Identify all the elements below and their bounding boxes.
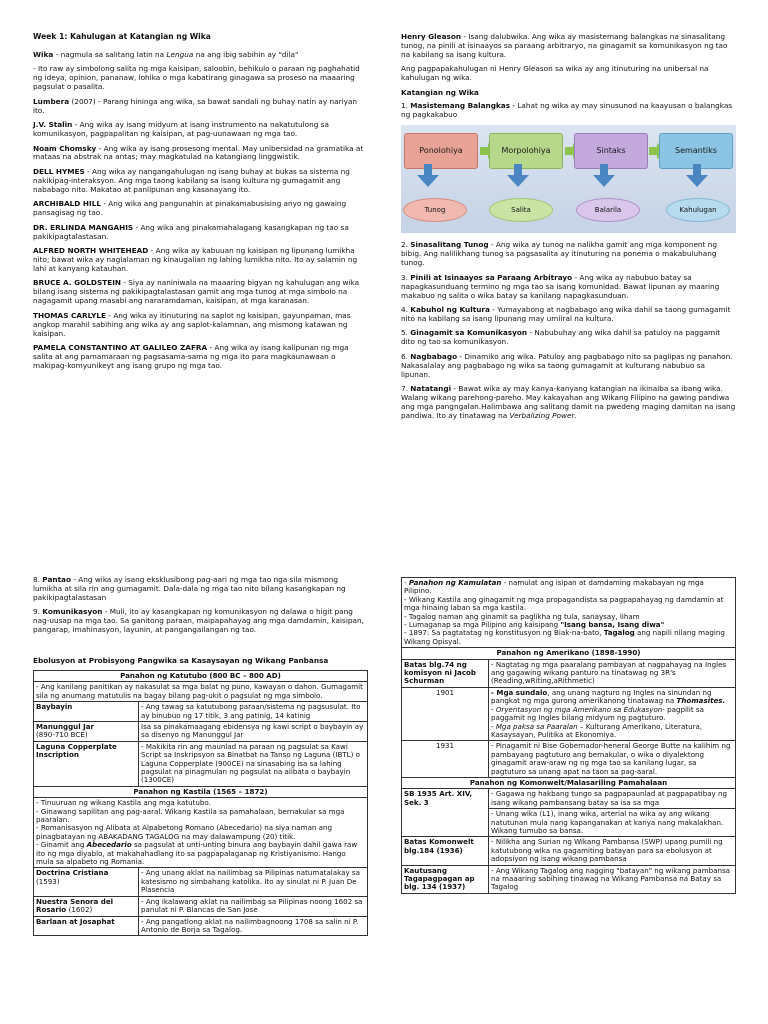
- row-label: [34, 896, 139, 916]
- row-text: - Ang Wikang Tagalog ang nagging "batayan" ng wikang pambansa na maaaring sabihing tinawag na Wikang Pambansa na Batay sa Tagalog: [489, 865, 736, 893]
- term-thomasites: Thomasites.: [676, 696, 726, 706]
- label-date: (890-710 BCE): [36, 730, 88, 740]
- arrow-down-icon: [417, 175, 439, 187]
- gleason-entry: [401, 33, 736, 60]
- text: .: [574, 410, 577, 420]
- column-bottom-left: [33, 576, 368, 936]
- table-row: [402, 865, 736, 893]
- text: , ang unang nagturo ng Ingles na sinundan ng pangkat ng mga gurong amerikanong tinatawag na: [491, 687, 712, 706]
- item-text: - Ang wika ay nabubuo batay sa napagkasunduang termino ng mga tao sa isang komunidad. Bawat lipunan ay maaring makabuo ng salita o wika batay sa kanilang napagkasunduan.: [401, 272, 720, 300]
- katangian-4: [401, 306, 736, 324]
- entry-name: BRUCE A. GOLDSTEIN: [33, 278, 122, 288]
- week-heading: Week 1: Kahulugan at Katangian ng Wika: [33, 32, 211, 41]
- label-text: Laguna Copperplate Inscription: [36, 741, 117, 760]
- katangian-8: [33, 576, 368, 603]
- entry-whitehead: [33, 247, 365, 274]
- table-title: Ebolusyon at Probisyong Pangwika sa Kasaysayan ng Wikang Panbansa: [33, 656, 329, 666]
- row-year: 1931: [402, 741, 489, 778]
- item-text: - Bawat wika ay may kanya-kanyang katangian na ikinaiba sa ibang wika. Walang wikang parehong-pareho. May kakayahan ang Wikang Filipino na gawing pandiwa ang mga pangngalan.Halimbawa ang salitang damit na pwedeng maging damitan na isang pandiwa. Ito ay tinatawag na: [401, 384, 736, 420]
- label-date: (1602): [68, 905, 93, 915]
- entry-text: - Ang wika ay kabuuan ng kaisipan ng lipunang lumikha nito; bawat wika ay naglalaman ng kinaugalian ng lahing lumikha nito. Ito ay salamin ng lahi at kanyang katauhan.: [33, 246, 358, 273]
- column-bottom-right: [401, 577, 736, 894]
- intro-line: - Romanisasyon ng Alibata at Alpabetong Romano (Abecedario) na siya naman ang pinagbatayan ng ABAKADANG TAGALOG na may dalawampung (20) titik.: [36, 823, 333, 841]
- table-row: [34, 721, 368, 741]
- row-label: [34, 868, 139, 896]
- row-text: - Pinagamit ni Bise Gobernador-heneral George Butte na kalihim ng pambayang pagtuturo ang bernakular, o wika o diyalektong ginagamit araw-araw ng ng mga tao sa kanilang lugar, sa pagtuturo sa unang apat na taon sa pag-aaral.: [489, 741, 736, 778]
- katangian-7: [401, 385, 736, 421]
- item-name: Kabuhol ng Kultura: [410, 305, 490, 315]
- item-name: Pinili at Isinaayos sa Paraang Arbitrayo: [410, 272, 573, 282]
- timeline-table-left: [33, 670, 368, 936]
- intro-line: - Tinuuruan ng wikang Kastila ang mga katutubo.: [36, 798, 211, 808]
- table-row: [34, 896, 368, 916]
- text: - Ginamit ang: [36, 840, 87, 850]
- row-text: - Makikita rin ang maunlad na paraan ng pagsulat sa Kawi Script sa Inskripsyon sa Binatbat na Tanso ng Laguna (IBTL) o Laguna Copperplate (900CE) na sinasabing isa sa lahing pagsulat na pinagmulan ng pagsulat na alibata o baybayin (1300CE): [139, 741, 368, 786]
- item-text: - Muli, ito ay kasangkapan ng komunikasyon ng dalawa o higit pang nag-uusap na mga tao. Sa ganitong paraan, maipapahayag ang mga damdamin, kaisipan, pangarap, imahinasyon, layunin, at pangangailangan ng tao.: [33, 607, 364, 635]
- box-morpolohiya: Morpolohiya: [489, 133, 563, 169]
- text-line: [491, 689, 733, 706]
- header-amerikano: [402, 648, 736, 659]
- katangian-6: [401, 353, 736, 380]
- item-text: - Lahat ng wika ay may sinusunod na kaayusan o balangkas ng pagkakabuo: [401, 100, 733, 119]
- gleason-summary: Ang pagpapakahulugan ni Henry Gleason sa wika ay ang itinuturing na unibersal na kahulugan ng wika.: [401, 64, 709, 83]
- text: na ang ibig sabihin ay "dila": [193, 49, 299, 59]
- term: - Oryentasyon ng mga Amerikano sa Edukasyon: [491, 704, 663, 714]
- entry-text: - Ang wika ay isang midyum at isang instrumento na nakatutulong sa komunikasyon, pagpapalitan ng kaisipan, at pag-uunawaan ng mga tao.: [33, 120, 329, 139]
- entry-lumbera: [33, 98, 365, 116]
- kamulatan-line: [404, 629, 733, 646]
- header-komonwelt: [402, 777, 736, 788]
- intro-line: [36, 841, 365, 866]
- entry-name: PAMELA CONSTANTINO AT GALILEO ZAFRA: [33, 343, 208, 352]
- table-row: [402, 741, 736, 778]
- item-number: 5.: [401, 328, 411, 338]
- item-name: Masistemang Balangkas: [410, 100, 511, 110]
- kamulatan-block: [402, 578, 736, 648]
- term-sundalo: - Mga sundalo: [491, 687, 548, 697]
- row-text: - Ang pangatlong aklat na nailimbagnoong 1708 sa salin ni P. Antonio de Borja sa Tagalog.: [139, 916, 368, 936]
- table-row: [34, 916, 368, 936]
- kastila-intro: [34, 798, 368, 868]
- column-top-right: [401, 33, 736, 426]
- text: - Lumaganap sa mga Pilipino ang kaisipang: [404, 620, 561, 630]
- row-text: - Gagawa ng hakbang tungo sa pagpapaunlad at pagpapatibay ng isang wikang pambansang batay sa isa sa mga: [489, 789, 736, 809]
- row-label: [34, 721, 139, 741]
- section-title: Katangian ng Wika: [401, 87, 479, 97]
- item-number: 8.: [33, 575, 43, 584]
- label-text: Nuestra Senora del Rosario: [36, 896, 114, 915]
- table-row: [402, 659, 736, 687]
- table-row: [34, 798, 368, 868]
- row-label: [34, 702, 139, 722]
- item-name: Ginagamit sa Komunikasyon: [410, 328, 528, 338]
- katutubo-intro: - Ang kanilang panitikan ay nakasulat sa mga balat ng puno, kawayan o dahon. Gumagamit sila ng anumang matutulis na bagay bilang pag-ukit o pagsulat ng mga simbolo.: [34, 682, 368, 702]
- header-text: Panahon ng Komonwelt/Malasariling Pamahalaan: [469, 777, 668, 787]
- row-label: Batas blg.74 ng komisyon ni Jacob Schurman: [402, 659, 489, 687]
- entry-carlyle: [33, 312, 365, 339]
- table-row: [34, 741, 368, 786]
- katangian-title: [401, 89, 736, 98]
- box-semantiks: Semantiks: [659, 133, 733, 169]
- header-katutubo: [34, 670, 368, 681]
- entry-stalin: [33, 121, 365, 139]
- item-text: - Yumayabong at nagbabago ang wika dahil sa taong gumagamit nito na kabilang sa isang lipunang may umiiral na kultura.: [401, 305, 731, 323]
- entry-name: Noam Chomsky: [33, 143, 97, 153]
- header-text: Panahon ng Kastila (1565 – 1872): [133, 786, 268, 796]
- row-text: Isa sa pinakamaagang ebidensya ng kawi script o baybayin ay sa disenyo ng Manunggul Jar: [139, 721, 368, 741]
- entry-goldstein: [33, 279, 365, 306]
- header-text: Panahon ng Katutubo (800 BC – 800 AD): [120, 670, 281, 680]
- row-label: SB 1935 Art. XIV, Sek. 3: [402, 789, 489, 837]
- term-wika: Wika: [33, 49, 54, 59]
- label-text: Baybayin: [36, 702, 73, 712]
- entry-name: Henry Gleason: [401, 32, 462, 41]
- oval-salita: Salita: [489, 198, 553, 222]
- text: ang napili nilang maging Wikang Opisyal.: [404, 628, 725, 646]
- text-line: [491, 706, 733, 723]
- entry-hill: [33, 200, 365, 218]
- item-number: 4.: [401, 305, 411, 315]
- arrow-down-icon: [686, 175, 708, 187]
- kamulatan-line: - Wikang Kastila ang ginagamit ng mga propagandista sa pagpapahayag ng damdamin at mga hinaing laban sa mga kastila.: [404, 594, 724, 613]
- text: - nagmula sa salitang latin na: [53, 49, 167, 59]
- box-ponolohiya: Ponolohiya: [404, 133, 478, 169]
- oval-kahulugan: Kahulugan: [666, 198, 730, 222]
- intro-line: - Ginawang sapilitan ang pag-aaral. Wikang Kastila sa pamahalaan, bernakular sa mga paaralan.: [36, 806, 345, 825]
- entry-text: (2007) - Parang hininga ang wika, sa bawat sandali ng buhay natin ay nariyan ito.: [33, 96, 358, 115]
- entry-name: THOMAS CARLYLE: [33, 310, 107, 320]
- term-lengua: Lengua: [166, 49, 194, 59]
- wika-description: - Ito raw ay simbolong salita ng mga kaisipan, saloobin, behikulo o paraan ng paghahatid ng ideya, opinion, pananaw, lohika o mga kabatirang ginagawa sa proseso na maaaring pagsulat o pasalita.: [33, 64, 360, 92]
- box-sintaks: Sintaks: [574, 133, 648, 169]
- table-row: [34, 682, 368, 702]
- header-kastila: [34, 786, 368, 797]
- term: - Mga paksa sa Paaralan: [491, 721, 578, 731]
- katangian-9: [33, 608, 368, 635]
- item-number: 1.: [401, 100, 411, 110]
- table-row: [402, 837, 736, 865]
- entry-text: - Ang wika ay itinuturing na saplot ng kaisipan, gayunpaman, mas angkop marahil sabihing ang wika ay ang saplot-kalamnan, ang mismong katawan ng kaisipan.: [33, 310, 351, 338]
- entry-name: DR. ERLINDA MANGAHIS: [33, 222, 134, 232]
- row-text: [489, 687, 736, 740]
- katangian-2: [401, 241, 736, 268]
- item-name: Natatangi: [410, 384, 452, 394]
- table-row: [34, 702, 368, 722]
- entry-mangahis: [33, 224, 365, 242]
- katangian-3: [401, 274, 736, 301]
- item-number: 3.: [401, 272, 411, 282]
- row-text: - Ang ikalawang aklat na nailimbag sa Pilipinas noong 1602 sa panulat ni P. Blancas de San Jose: [139, 896, 368, 916]
- kamulatan-line: - Panahon ng Kamulatan - namulat ang isipan at damdaming makabayan ng mga Pilipino.: [404, 578, 704, 596]
- oval-balarila: Balarila: [576, 198, 640, 222]
- item-name: Nagbabago: [410, 351, 458, 361]
- timeline-table-right: [401, 577, 736, 894]
- katangian-5: [401, 329, 736, 347]
- entry-name: ARCHIBALD HILL: [33, 199, 102, 209]
- row-text: - Nilikha ang Surian ng Wikang Pambansa (SWP) upang pumili ng katutubong wika na gagamiting batayan para sa ebolusyon at adopsiyon ng isang wikang pambansa: [489, 837, 736, 865]
- table-row: [402, 578, 736, 648]
- text: – Kulturang Amerikano, Literatura, Kasaysayan, Pulitika at Ekonomiya.: [491, 721, 703, 739]
- term-tagalog: Tagalog: [603, 628, 635, 638]
- item-number: 7.: [401, 384, 411, 394]
- text: - 1897: Sa pagtatatag ng konstitusyon ng Biak-na-bato,: [404, 628, 604, 638]
- row-text: - Nagtatag ng mga paaralang pambayan at nagpahayag na Ingles ang gagawing wikang panturo na tinatawag ng 3R's (Reading,wRiting,aRithmetic): [489, 659, 736, 687]
- entry-text: - Isang dalubwika. Ang wika ay masistemang balangkas na sinasalitang tunog, na pinili at isinaayos sa paraang arbitraryo, na ginagamit sa komunikasyon ng tao na kabilang sa isang kultura.: [401, 32, 728, 59]
- row-label: [34, 916, 139, 936]
- katangian-1: [401, 102, 736, 120]
- label-text: Barlaan at Josaphat: [36, 916, 115, 926]
- entry-text: - Ang wika ay isang kalipunan ng mga salita at ang pamamaraan ng pagsasama-sama ng mga ito para magkaunawaan o makipag-komyunikeyt ang isang grupo ng mga tao.: [33, 343, 349, 370]
- row-text: - Ang unang aklat na nailimbag sa Pilipinas natumatalakay sa katesismo ng simbahang katolika. Ito ay sinulat ni P. Juan De Plasencia: [139, 868, 368, 896]
- entry-text: - Ang wika ay nangangahulugan ng isang buhay at bukas sa sistema ng nakikipag-interaksyon. Ang mga taong kabilang sa isang kultura ng gumagamit ang nababago nito. Makatao at panlipunan ang kasanayang ito.: [33, 166, 350, 194]
- entry-chomsky: [33, 145, 365, 163]
- arrow-down-icon: [593, 175, 615, 187]
- language-structure-diagram: [401, 125, 736, 233]
- item-text: - Nabubuhay ang wika dahil sa patuloy na paggamit dito ng tao sa komunikasyon.: [401, 328, 721, 347]
- row-label: Batas Komonwelt blg.184 (1936): [402, 837, 489, 865]
- wika-definition: [33, 51, 365, 60]
- item-text: - Ang wika ay tunog na nalikha gamit ang mga komponent ng bibig. Ang nalilikhang tunog sa pagsasalita ay itinuturing na ponema o makabuluhang tunog.: [401, 240, 717, 268]
- row-year: 1901: [402, 687, 489, 740]
- item-name: Pantao: [42, 575, 71, 584]
- table-row: [402, 777, 736, 788]
- item-text: - Dinamiko ang wika. Patuloy ang pagbabago nito sa paglipas ng panahon. Nakasalalay ang pagbabago ng wika sa taong gumagamit at kulturang nabubuo sa lipunan.: [401, 351, 733, 379]
- text: - pagpilit sa paggamit ng Ingles bilang midyum ng pagtuturo.: [491, 704, 704, 723]
- item-number: 2.: [401, 240, 411, 250]
- row-text: - Ang tawag sa katutubong paraan/sistema ng pagsusulat. Ito ay binubuo ng 17 titik, 3 ang patinig, 14 katinig: [139, 702, 368, 722]
- table-row: [402, 687, 736, 740]
- text-line: [491, 723, 733, 740]
- row-label: Kautusang Tagapagpagan ap blg. 134 (1937): [402, 865, 489, 893]
- label-text: Doctrina Cristiana: [36, 868, 109, 878]
- column-top-left: [33, 33, 365, 376]
- table-row: [402, 648, 736, 659]
- entry-text: - Ang wika ang pangunahin at pinakamabusising anyo ng gawaing pansagisag ng tao.: [33, 199, 347, 218]
- entry-text: - Ang wika ang pinakamahalagang kasangkapan ng tao sa pakikipagtalastasan.: [33, 222, 349, 241]
- oval-tunog: Tunog: [403, 198, 467, 222]
- text: sa pagsulat at unti-unting binura ang baybayin dahil gawa raw ito ng mga diyablo, at makahahadlang ito sa pagpapalaganap ng Kristiyanismo. Hango mula sa alpabeto ng Romania.: [36, 840, 358, 867]
- kamulatan-line: - Tagalog naman ang ginamit sa paglikha ng tula, sanaysay, liham: [404, 611, 640, 621]
- entry-name: Lumbera: [33, 96, 70, 106]
- entry-name: ALFRED NORTH WHITEHEAD: [33, 246, 149, 256]
- item-text: - Ang wika ay isang eksklusibong pag-aari ng mga tao nga sila mismong lumikha at sila rin ang gumagamit. Dala-dala ng mga tao nito bilang kasangkapan ng pakikipagtalastasan: [33, 575, 346, 602]
- arrow-down-icon: [507, 175, 529, 187]
- term-verbalizing-power: Verbalizing Power: [509, 410, 575, 420]
- row-text: - Unang wika (L1), inang wika, arterial na wika ay ang wikang natutunan mula nang kapanganakan at kanya nang makalakhan. Wikang tumubo sa bansa.: [489, 809, 736, 837]
- entry-hymes: [33, 168, 365, 195]
- label-text: Manunggul Jar: [36, 721, 95, 731]
- entry-text: - Siya ay naniniwala na maaaring bigyan ng kahulugan ang wika bilang isang sistema ng pakikipagtalastasan gamit ang mga tunog at mga simbolo na nagagamit upang masabi ang nararamdaman, kaisipan, at mga karanasan.: [33, 278, 360, 306]
- term-abecedario: Abecedario: [86, 840, 132, 850]
- slogan: "Isang bansa, Isang diwa": [560, 620, 665, 630]
- entry-constantino: [33, 344, 365, 371]
- text: - namulat ang isipan at damdaming makabayan ng mga Pilipino.: [404, 578, 704, 596]
- table-row: [34, 670, 368, 681]
- item-name: Komunikasyon: [42, 607, 103, 617]
- row-label: [34, 741, 139, 786]
- header-text: Panahon ng Amerikano (1898-1990): [496, 648, 641, 658]
- table-row: [34, 868, 368, 896]
- period-title: Panahon ng Kamulatan: [408, 578, 502, 587]
- table-row: [402, 789, 736, 809]
- entry-text: - Ang wika ay isang prosesong mental. May unibersidad na gramatika at mataas na abstrak na antas; may magkatulad na katangiang linggwistik.: [33, 143, 364, 162]
- table-row: [34, 786, 368, 797]
- entry-name: DELL HYMES: [33, 166, 85, 176]
- label-date: (1593): [36, 876, 60, 886]
- item-number: 6.: [401, 351, 411, 361]
- entry-name: J.V. Stalin: [33, 120, 73, 130]
- item-number: 9.: [33, 607, 43, 617]
- item-name: Sinasalitang Tunog: [410, 240, 489, 250]
